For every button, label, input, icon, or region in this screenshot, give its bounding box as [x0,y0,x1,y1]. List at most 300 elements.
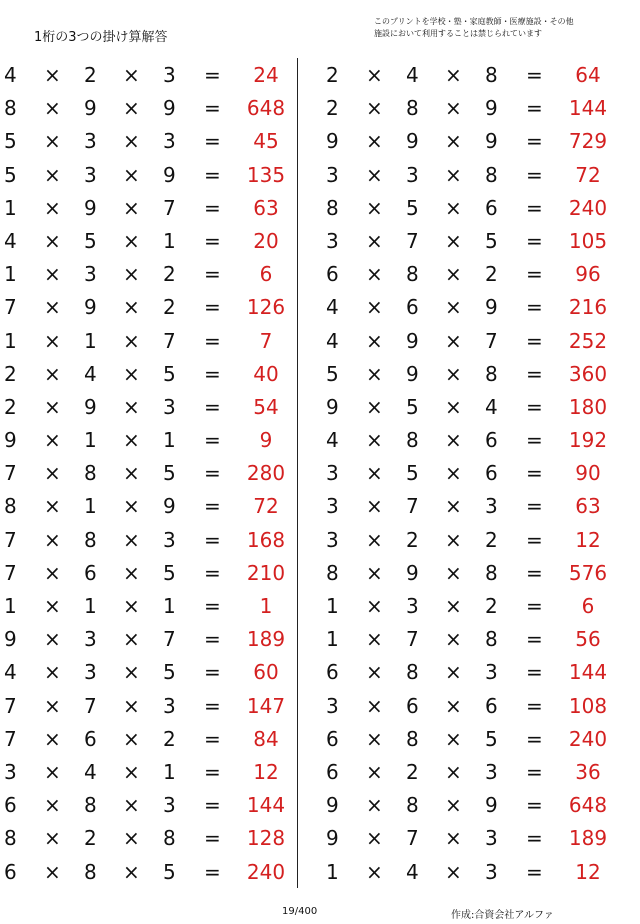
problem-row [322,489,622,522]
times-sign: × [44,262,61,287]
times-sign: × [445,859,462,884]
times-sign: × [445,295,462,320]
problem-row [322,124,622,157]
problem-row [0,91,300,124]
times-sign: × [44,228,61,253]
equals-sign: = [526,295,543,320]
equals-sign: = [204,594,221,618]
factor-1: 1 [4,262,17,287]
factor-1: 1 [326,594,339,618]
answer: 105 [568,228,608,253]
factor-1: 1 [326,859,339,884]
times-sign: × [366,627,383,652]
times-sign: × [123,361,140,386]
factor-1: 6 [326,726,339,751]
factor-2: 6 [84,560,97,585]
answer: 6 [259,262,273,287]
factor-3: 6 [485,195,498,220]
answer: 90 [575,461,601,486]
times-sign: × [366,195,383,220]
times-sign: × [445,361,462,386]
times-sign: × [366,228,383,253]
times-sign: × [445,494,462,519]
factor-1: 2 [326,96,339,121]
times-sign: × [123,826,140,851]
equals-sign: = [526,96,543,121]
problem-row [0,324,300,357]
factor-2: 2 [84,826,97,851]
equals-sign: = [204,627,221,652]
factor-3: 9 [485,295,498,320]
times-sign: × [366,262,383,287]
times-sign: × [445,96,462,121]
equals-sign: = [526,859,543,884]
times-sign: × [123,494,140,519]
times-sign: × [123,859,140,884]
answer: 280 [246,461,286,486]
times-sign: × [366,494,383,519]
factor-3: 7 [163,328,176,353]
equals-sign: = [526,361,543,386]
answer: 128 [246,826,286,851]
times-sign: × [366,428,383,453]
times-sign: × [123,428,140,453]
answer: 63 [253,195,279,220]
answer: 9 [259,428,273,453]
problem-row [0,224,300,257]
problem-row [322,224,622,257]
times-sign: × [44,129,61,154]
answer: 576 [568,560,608,585]
usage-notice-line-1: このプリントを学校・塾・家庭教師・医療施設・その他 [374,17,574,26]
factor-1: 9 [4,627,17,652]
equals-sign: = [204,262,221,287]
times-sign: × [445,428,462,453]
equals-sign: = [526,328,543,353]
factor-2: 9 [84,295,97,320]
times-sign: × [44,859,61,884]
factor-2: 1 [84,594,97,618]
times-sign: × [123,394,140,419]
factor-1: 9 [326,394,339,419]
times-sign: × [445,527,462,552]
equals-sign: = [204,461,221,486]
times-sign: × [123,594,140,618]
factor-3: 9 [163,96,176,121]
factor-2: 6 [84,726,97,751]
times-sign: × [123,759,140,784]
factor-3: 2 [163,295,176,320]
factor-3: 3 [163,394,176,419]
times-sign: × [123,726,140,751]
factor-2: 7 [406,826,419,851]
equals-sign: = [204,162,221,187]
problem-row [322,655,622,688]
factor-2: 3 [84,262,97,287]
problem-row [0,622,300,655]
factor-2: 8 [84,859,97,884]
times-sign: × [445,560,462,585]
times-sign: × [44,693,61,718]
factor-3: 8 [485,361,498,386]
answer: 7 [259,328,273,353]
factor-1: 5 [326,361,339,386]
factor-3: 5 [163,461,176,486]
equals-sign: = [526,428,543,453]
factor-1: 9 [4,428,17,453]
answer: 72 [575,162,601,187]
problem-row [322,423,622,456]
times-sign: × [44,428,61,453]
times-sign: × [44,162,61,187]
times-sign: × [366,660,383,685]
equals-sign: = [204,195,221,220]
times-sign: × [366,726,383,751]
times-sign: × [445,129,462,154]
answer: 192 [568,428,608,453]
factor-1: 6 [326,759,339,784]
times-sign: × [445,594,462,618]
factor-2: 8 [406,726,419,751]
times-sign: × [44,759,61,784]
times-sign: × [123,295,140,320]
equals-sign: = [204,527,221,552]
equals-sign: = [204,428,221,453]
factor-2: 3 [84,162,97,187]
factor-3: 1 [163,228,176,253]
equals-sign: = [526,527,543,552]
problem-row [0,689,300,722]
problem-row [322,755,622,788]
factor-1: 4 [326,295,339,320]
problem-row [0,556,300,589]
factor-1: 9 [326,793,339,818]
problem-row [0,257,300,290]
equals-sign: = [526,394,543,419]
factor-2: 2 [406,527,419,552]
factor-2: 7 [406,494,419,519]
times-sign: × [44,527,61,552]
factor-2: 9 [406,361,419,386]
times-sign: × [123,693,140,718]
factor-3: 7 [163,195,176,220]
answer: 147 [246,693,286,718]
factor-3: 8 [485,627,498,652]
factor-3: 3 [163,63,176,87]
factor-2: 7 [406,228,419,253]
problem-row [322,456,622,489]
times-sign: × [445,693,462,718]
factor-2: 8 [406,428,419,453]
times-sign: × [44,461,61,486]
times-sign: × [366,527,383,552]
problem-row [322,589,622,622]
answer: 64 [575,63,601,87]
times-sign: × [445,726,462,751]
answer: 96 [575,262,601,287]
times-sign: × [445,328,462,353]
factor-1: 3 [326,461,339,486]
factor-3: 3 [485,859,498,884]
factor-1: 2 [326,63,339,87]
problem-row [0,722,300,755]
equals-sign: = [204,63,221,87]
times-sign: × [123,63,140,87]
answer: 216 [568,295,608,320]
times-sign: × [123,262,140,287]
equals-sign: = [204,759,221,784]
factor-2: 2 [84,63,97,87]
factor-2: 5 [406,195,419,220]
answer: 648 [568,793,608,818]
factor-2: 8 [84,527,97,552]
times-sign: × [366,162,383,187]
factor-2: 8 [406,660,419,685]
factor-3: 5 [163,361,176,386]
factor-3: 3 [485,826,498,851]
answer: 126 [246,295,286,320]
equals-sign: = [526,262,543,287]
answer: 36 [575,759,601,784]
factor-1: 4 [4,660,17,685]
right-problem-column [322,58,622,888]
equals-sign: = [204,96,221,121]
answer: 180 [568,394,608,419]
times-sign: × [44,63,61,87]
factor-1: 2 [4,394,17,419]
factor-2: 7 [84,693,97,718]
times-sign: × [44,328,61,353]
factor-1: 1 [4,195,17,220]
equals-sign: = [526,793,543,818]
times-sign: × [44,494,61,519]
times-sign: × [44,793,61,818]
factor-1: 3 [326,527,339,552]
factor-1: 5 [4,162,17,187]
factor-1: 3 [326,693,339,718]
problem-row [322,523,622,556]
factor-1: 6 [326,660,339,685]
factor-2: 3 [84,660,97,685]
answer: 84 [253,726,279,751]
factor-3: 2 [163,262,176,287]
answer: 40 [253,361,279,386]
factor-2: 3 [406,162,419,187]
factor-3: 9 [485,96,498,121]
answer: 63 [575,494,601,519]
equals-sign: = [526,195,543,220]
answer: 6 [581,594,595,618]
equals-sign: = [204,295,221,320]
answer: 108 [568,693,608,718]
factor-3: 9 [163,494,176,519]
times-sign: × [123,228,140,253]
times-sign: × [44,726,61,751]
factor-3: 5 [485,228,498,253]
factor-3: 6 [485,461,498,486]
times-sign: × [366,560,383,585]
times-sign: × [44,195,61,220]
factor-2: 5 [84,228,97,253]
times-sign: × [366,859,383,884]
times-sign: × [366,793,383,818]
times-sign: × [123,560,140,585]
problem-row [322,257,622,290]
factor-3: 1 [163,759,176,784]
factor-2: 8 [406,262,419,287]
factor-3: 9 [485,129,498,154]
factor-3: 8 [485,560,498,585]
factor-2: 9 [406,328,419,353]
factor-2: 4 [406,63,419,87]
equals-sign: = [204,660,221,685]
factor-2: 8 [406,793,419,818]
answer: 45 [253,129,279,154]
times-sign: × [123,162,140,187]
factor-1: 6 [326,262,339,287]
factor-1: 4 [4,228,17,253]
factor-2: 9 [84,394,97,419]
equals-sign: = [526,129,543,154]
factor-3: 2 [485,527,498,552]
problem-row [322,622,622,655]
factor-3: 7 [485,328,498,353]
problem-row [322,821,622,854]
problem-row [0,158,300,191]
factor-1: 3 [326,494,339,519]
factor-1: 2 [4,361,17,386]
times-sign: × [366,63,383,87]
factor-2: 3 [84,627,97,652]
factor-1: 8 [326,195,339,220]
times-sign: × [366,759,383,784]
factor-2: 4 [84,361,97,386]
factor-2: 4 [84,759,97,784]
equals-sign: = [204,726,221,751]
factor-3: 5 [163,560,176,585]
factor-2: 1 [84,494,97,519]
usage-notice [374,16,636,40]
factor-1: 3 [4,759,17,784]
problem-row [0,589,300,622]
factor-3: 1 [163,428,176,453]
equals-sign: = [526,494,543,519]
answer: 168 [246,527,286,552]
equals-sign: = [526,627,543,652]
factor-3: 2 [485,262,498,287]
times-sign: × [445,195,462,220]
times-sign: × [123,793,140,818]
times-sign: × [366,826,383,851]
equals-sign: = [204,560,221,585]
answer: 60 [253,660,279,685]
equals-sign: = [526,461,543,486]
times-sign: × [366,328,383,353]
answer: 240 [568,195,608,220]
factor-2: 9 [406,560,419,585]
factor-3: 3 [163,129,176,154]
factor-2: 9 [84,96,97,121]
times-sign: × [44,96,61,121]
answer: 648 [246,96,286,121]
problem-row [0,191,300,224]
problem-row [322,357,622,390]
factor-2: 2 [406,759,419,784]
equals-sign: = [204,494,221,519]
factor-2: 5 [406,461,419,486]
answer: 189 [568,826,608,851]
answer: 12 [253,759,279,784]
factor-2: 6 [406,693,419,718]
problem-row [0,489,300,522]
problem-row [322,324,622,357]
factor-1: 7 [4,527,17,552]
answer: 20 [253,228,279,253]
answer: 240 [568,726,608,751]
problem-row [322,722,622,755]
equals-sign: = [204,394,221,419]
problem-row [0,788,300,821]
factor-3: 2 [163,726,176,751]
factor-1: 1 [4,594,17,618]
factor-2: 9 [84,195,97,220]
times-sign: × [445,793,462,818]
problem-row [322,191,622,224]
times-sign: × [44,826,61,851]
times-sign: × [445,627,462,652]
factor-1: 1 [4,328,17,353]
answer: 210 [246,560,286,585]
times-sign: × [445,394,462,419]
times-sign: × [123,195,140,220]
factor-3: 7 [163,627,176,652]
times-sign: × [366,129,383,154]
times-sign: × [445,660,462,685]
problem-row [322,556,622,589]
times-sign: × [366,461,383,486]
times-sign: × [123,461,140,486]
times-sign: × [366,96,383,121]
equals-sign: = [526,826,543,851]
problem-row [0,855,300,888]
factor-3: 5 [485,726,498,751]
answer: 144 [568,660,608,685]
factor-3: 8 [485,162,498,187]
factor-3: 1 [163,594,176,618]
left-problem-column [0,58,300,888]
times-sign: × [445,228,462,253]
factor-1: 6 [4,793,17,818]
problem-row [0,821,300,854]
factor-3: 9 [163,162,176,187]
factor-2: 3 [406,594,419,618]
factor-1: 1 [326,627,339,652]
factor-1: 3 [326,228,339,253]
factor-2: 9 [406,129,419,154]
equals-sign: = [204,361,221,386]
problem-row [0,523,300,556]
factor-3: 6 [485,428,498,453]
equals-sign: = [204,693,221,718]
factor-3: 3 [485,494,498,519]
problem-row [0,755,300,788]
factor-1: 4 [326,428,339,453]
factor-3: 3 [163,693,176,718]
equals-sign: = [204,328,221,353]
problem-row [322,390,622,423]
times-sign: × [366,394,383,419]
factor-2: 3 [84,129,97,154]
